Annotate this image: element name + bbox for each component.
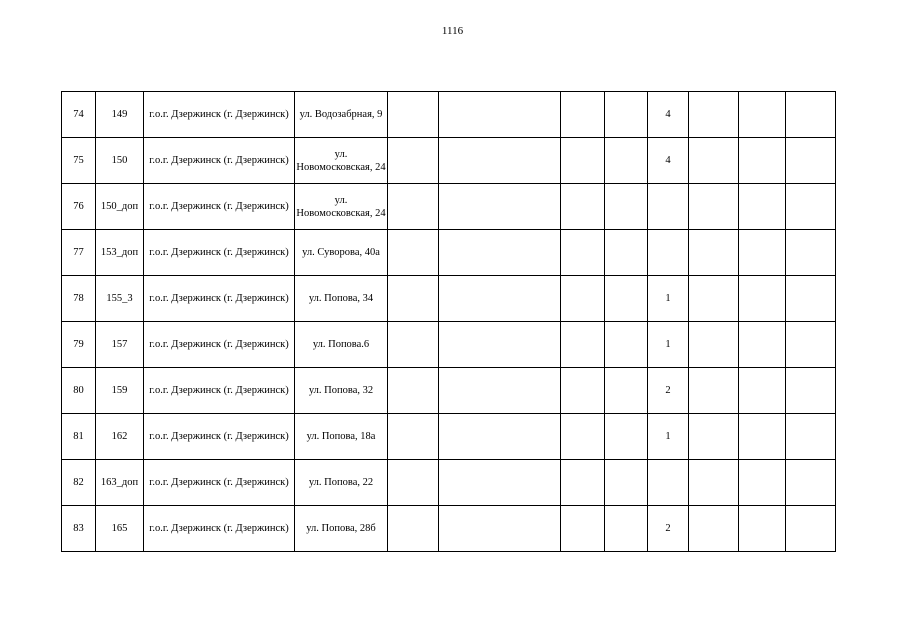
object-id-cell: 165	[96, 506, 144, 552]
data-cell-4	[605, 506, 648, 552]
address-cell: ул. Попова, 32	[295, 368, 388, 414]
table-row	[62, 138, 836, 184]
data-cell-6	[689, 414, 739, 460]
address-cell: ул. Новомосковская, 24	[295, 184, 388, 230]
table-row	[62, 92, 836, 138]
data-cell-1	[388, 414, 439, 460]
row-number-cell: 75	[62, 138, 96, 184]
data-cell-7	[739, 230, 786, 276]
data-cell-8	[786, 138, 836, 184]
data-cell-2	[439, 92, 561, 138]
data-cell-1	[388, 276, 439, 322]
table-row	[62, 414, 836, 460]
data-cell-1	[388, 460, 439, 506]
address-cell: ул. Попова, 34	[295, 276, 388, 322]
page-number: 1116	[441, 25, 464, 37]
quantity-cell: 2	[648, 368, 689, 414]
object-id-cell: 162	[96, 414, 144, 460]
data-cell-7	[739, 322, 786, 368]
data-cell-8	[786, 414, 836, 460]
data-cell-3	[561, 368, 605, 414]
data-cell-3	[561, 92, 605, 138]
object-id-cell: 150	[96, 138, 144, 184]
data-cell-7	[739, 460, 786, 506]
data-cell-8	[786, 322, 836, 368]
data-cell-8	[786, 506, 836, 552]
data-cell-2	[439, 230, 561, 276]
data-cell-1	[388, 184, 439, 230]
data-cell-1	[388, 322, 439, 368]
data-cell-4	[605, 460, 648, 506]
quantity-cell	[648, 184, 689, 230]
quantity-cell: 1	[648, 322, 689, 368]
municipality-cell: г.о.г. Дзержинск (г. Дзержинск)	[144, 230, 295, 276]
object-id-cell: 153_доп	[96, 230, 144, 276]
municipality-cell: г.о.г. Дзержинск (г. Дзержинск)	[144, 414, 295, 460]
data-cell-6	[689, 322, 739, 368]
data-cell-6	[689, 276, 739, 322]
table-row	[62, 184, 836, 230]
data-cell-7	[739, 276, 786, 322]
data-cell-3	[561, 460, 605, 506]
address-cell: ул. Суворова, 40а	[295, 230, 388, 276]
object-id-cell: 149	[96, 92, 144, 138]
address-cell: ул. Попова.6	[295, 322, 388, 368]
object-id-cell: 157	[96, 322, 144, 368]
data-cell-6	[689, 230, 739, 276]
data-cell-6	[689, 138, 739, 184]
data-cell-3	[561, 506, 605, 552]
quantity-cell	[648, 460, 689, 506]
object-id-cell: 150_доп	[96, 184, 144, 230]
address-cell: ул. Попова, 28б	[295, 506, 388, 552]
row-number-cell: 78	[62, 276, 96, 322]
quantity-cell: 1	[648, 276, 689, 322]
table-row	[62, 276, 836, 322]
data-cell-4	[605, 368, 648, 414]
municipality-cell: г.о.г. Дзержинск (г. Дзержинск)	[144, 460, 295, 506]
data-cell-2	[439, 276, 561, 322]
data-cell-4	[605, 230, 648, 276]
municipality-cell: г.о.г. Дзержинск (г. Дзержинск)	[144, 368, 295, 414]
data-cell-1	[388, 506, 439, 552]
quantity-cell: 4	[648, 138, 689, 184]
address-cell: ул. Водозабрная, 9	[295, 92, 388, 138]
data-cell-3	[561, 138, 605, 184]
row-number-cell: 80	[62, 368, 96, 414]
data-cell-1	[388, 230, 439, 276]
register-table	[61, 91, 836, 552]
data-cell-7	[739, 506, 786, 552]
data-cell-3	[561, 322, 605, 368]
row-number-cell: 79	[62, 322, 96, 368]
data-cell-4	[605, 92, 648, 138]
data-cell-6	[689, 460, 739, 506]
table-row	[62, 368, 836, 414]
address-cell: ул. Попова, 22	[295, 460, 388, 506]
data-cell-7	[739, 184, 786, 230]
data-cell-4	[605, 414, 648, 460]
data-cell-7	[739, 414, 786, 460]
data-cell-1	[388, 92, 439, 138]
quantity-cell: 2	[648, 506, 689, 552]
data-cell-1	[388, 138, 439, 184]
data-cell-8	[786, 92, 836, 138]
row-number-cell: 83	[62, 506, 96, 552]
data-cell-3	[561, 414, 605, 460]
quantity-cell	[648, 230, 689, 276]
table-body	[62, 92, 836, 552]
row-number-cell: 77	[62, 230, 96, 276]
data-cell-6	[689, 92, 739, 138]
data-cell-7	[739, 138, 786, 184]
data-cell-6	[689, 368, 739, 414]
table-row	[62, 322, 836, 368]
quantity-cell: 4	[648, 92, 689, 138]
data-cell-4	[605, 138, 648, 184]
table-row	[62, 460, 836, 506]
data-cell-2	[439, 184, 561, 230]
municipality-cell: г.о.г. Дзержинск (г. Дзержинск)	[144, 276, 295, 322]
data-cell-6	[689, 506, 739, 552]
data-cell-1	[388, 368, 439, 414]
municipality-cell: г.о.г. Дзержинск (г. Дзержинск)	[144, 506, 295, 552]
data-cell-7	[739, 368, 786, 414]
data-cell-8	[786, 368, 836, 414]
data-cell-3	[561, 230, 605, 276]
municipality-cell: г.о.г. Дзержинск (г. Дзержинск)	[144, 138, 295, 184]
table-row	[62, 506, 836, 552]
table-row	[62, 230, 836, 276]
address-cell: ул. Попова, 18а	[295, 414, 388, 460]
municipality-cell: г.о.г. Дзержинск (г. Дзержинск)	[144, 184, 295, 230]
object-id-cell: 159	[96, 368, 144, 414]
data-cell-8	[786, 460, 836, 506]
data-cell-2	[439, 506, 561, 552]
row-number-cell: 81	[62, 414, 96, 460]
data-cell-4	[605, 184, 648, 230]
data-cell-3	[561, 184, 605, 230]
data-cell-2	[439, 138, 561, 184]
address-cell: ул. Новомосковская, 24	[295, 138, 388, 184]
data-cell-4	[605, 276, 648, 322]
object-id-cell: 155_3	[96, 276, 144, 322]
data-cell-7	[739, 92, 786, 138]
row-number-cell: 82	[62, 460, 96, 506]
municipality-cell: г.о.г. Дзержинск (г. Дзержинск)	[144, 92, 295, 138]
data-cell-4	[605, 322, 648, 368]
data-cell-2	[439, 414, 561, 460]
data-cell-2	[439, 322, 561, 368]
data-cell-2	[439, 368, 561, 414]
row-number-cell: 74	[62, 92, 96, 138]
quantity-cell: 1	[648, 414, 689, 460]
data-cell-3	[561, 276, 605, 322]
row-number-cell: 76	[62, 184, 96, 230]
data-cell-8	[786, 230, 836, 276]
data-cell-8	[786, 184, 836, 230]
data-cell-6	[689, 184, 739, 230]
object-id-cell: 163_доп	[96, 460, 144, 506]
municipality-cell: г.о.г. Дзержинск (г. Дзержинск)	[144, 322, 295, 368]
data-cell-8	[786, 276, 836, 322]
data-cell-2	[439, 460, 561, 506]
